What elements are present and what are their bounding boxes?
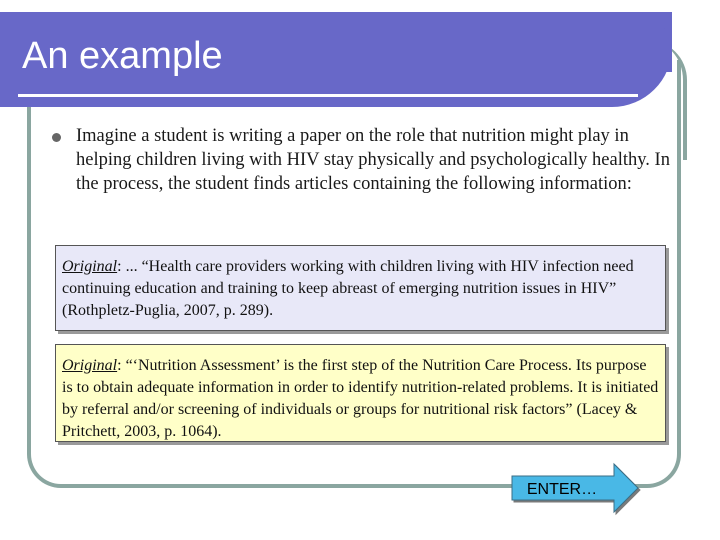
quote-text-2: : “‘Nutrition Assessment’ is the first step of the Nutrition Care Process. Its purpose is to obtain adequate information in order to identify nutrition-related problems. It is initiated by referral and/or screening of individuals or groups for nutritional risk factors” (Lacey & Pritchett, 2003, p. 1064). [62, 357, 659, 440]
bullet-text: Imagine a student is writing a paper on the role that nutrition might play in helping children living with HIV stay physically and psychologically healthy. In the process, the student finds articles containing the following information: [76, 126, 670, 194]
slide-title: An example [22, 35, 223, 77]
title-underline [18, 94, 638, 97]
quote-box-2 [55, 344, 666, 442]
quote-text-1: : ... “Health care providers working with children living with HIV infection need continuing education and training to keep abreast of emerging nutrition issues in HIV” (Rothpletz-Puglia, 2007, p. 289). [62, 258, 634, 319]
bullet-icon [52, 133, 61, 142]
enter-label[interactable]: ENTER… [526, 481, 598, 498]
quote-label-1: Original [62, 258, 118, 275]
quote-label-2: Original [62, 357, 118, 374]
quote-box-1 [55, 245, 666, 331]
